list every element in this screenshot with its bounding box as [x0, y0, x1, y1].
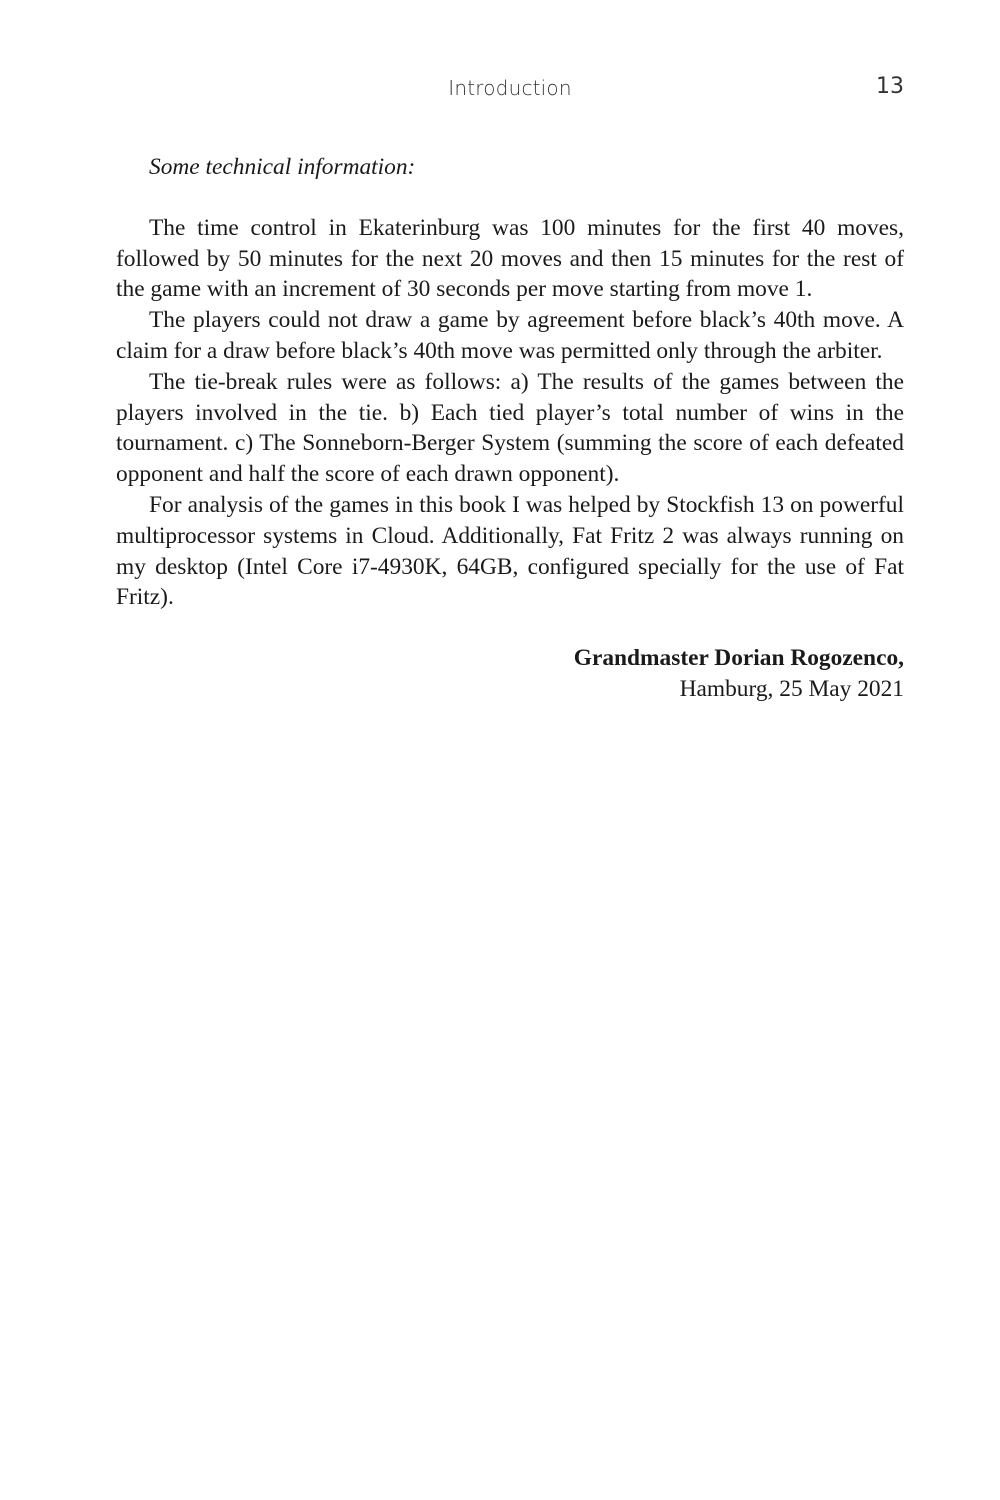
section-title: Introduction [448, 76, 572, 100]
paragraph-analysis: For analysis of the games in this book I was helped by Stockfish 13 on powerful multiprocessor systems in Cloud. Additionally, Fat Fritz 2 was always running on my desktop (Intel Core i7-4930K, 64GB, configured specially for the use of Fat Fritz). [116, 491, 904, 611]
running-head [116, 74, 904, 104]
paragraph-time-control: The time control in Ekaterinburg was 100 minutes for the first 40 moves, followed by 50 minutes for the next 20 moves and then 15 minutes for the rest of the game with an increment of 30 seconds per move starting from move 1. [116, 214, 904, 303]
page-number: 13 [876, 74, 904, 99]
signature-block [116, 643, 904, 705]
signature-name: Grandmaster Dorian Rogozenco, [573, 645, 904, 672]
page-body [116, 152, 904, 705]
subheading: Some technical information: [149, 154, 416, 180]
paragraph-draw-rules: The players could not draw a game by agreement before black’s 40th move. A claim for a draw before black’s 40th move was permitted only through the arbiter. [116, 307, 904, 364]
signature-place-date: Hamburg, 25 May 2021 [679, 675, 904, 702]
paragraph-tie-break: The tie-break rules were as follows: a) The results of the games between the players involved in the tie. b) Each tied player’s total number of wins in the tournament. c) The Sonneborn-Berger System (summing the score of each defeated opponent and half the score of each drawn opponent). [116, 368, 904, 488]
